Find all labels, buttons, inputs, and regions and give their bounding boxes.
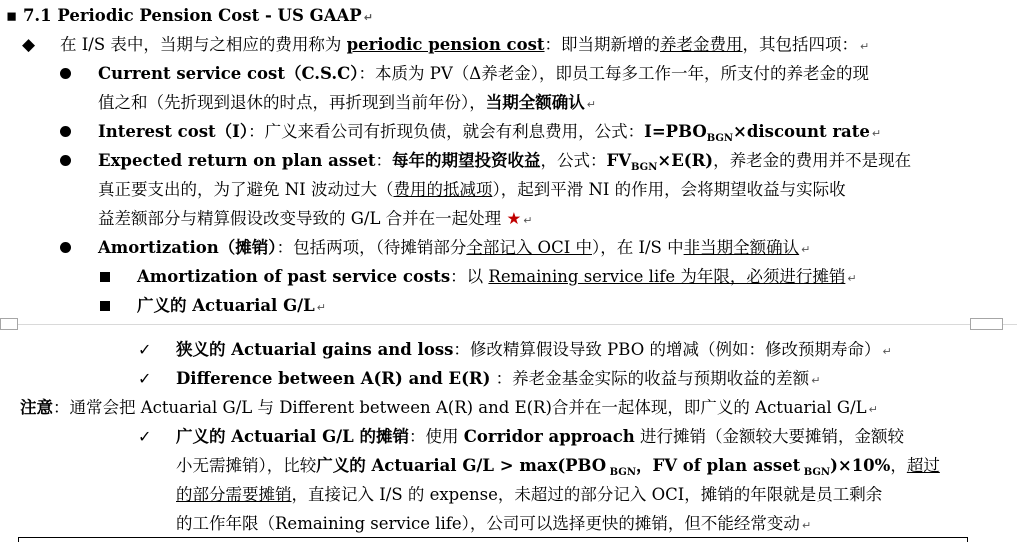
bullet-dot-icon xyxy=(60,155,71,166)
amort-underlined-2: 非当期全额确认 xyxy=(683,238,800,257)
page-break-marker-left xyxy=(0,318,18,330)
corridor-line-1 xyxy=(176,426,904,448)
diamond-bullet-icon: ◆ xyxy=(22,35,36,55)
paragraph-mark: ↵ xyxy=(847,272,857,285)
interest-formula-sub: BGN xyxy=(706,133,734,144)
expected-colon: ： xyxy=(375,151,393,170)
paragraph-mark: ↵ xyxy=(868,403,878,416)
interest-text: ：广义来看公司有折现负债，就会有利息费用，公式： xyxy=(248,122,645,141)
narrow-text: ：修改精算假设导致 PBO 的增减（例如：修改预期寿命） xyxy=(453,340,881,359)
expected-text-2-post: ），起到平滑 NI 的作用，会将期望收益与实际收 xyxy=(492,180,846,199)
csc-line-2 xyxy=(98,92,596,116)
corridor-underlined: 超过 xyxy=(906,456,940,475)
expected-title: Expected return on plan asset xyxy=(98,151,376,170)
corridor-text-1-post: 进行摊销（金额较大要摊销，金额较 xyxy=(634,427,905,446)
expected-formula-post: ×E(R) xyxy=(657,151,714,170)
diff-text: ：养老金基金实际的收益与预期收益的差额 xyxy=(490,369,810,388)
corridor-text-2: 小无需摊销），比较 xyxy=(176,456,317,475)
paragraph-mark: ↵ xyxy=(871,127,882,140)
corridor-formula-mid: ，FV of plan asset xyxy=(636,456,801,475)
page-break-marker-right xyxy=(970,318,1003,330)
csc-text-2: 值之和（先折现到退休的时点，再折现到当前年份）， xyxy=(98,93,486,112)
diff-line xyxy=(176,368,820,392)
corridor-formula-post: )×10% xyxy=(830,456,891,475)
interest-title: Interest cost（I） xyxy=(98,122,249,141)
narrow-line xyxy=(176,339,892,363)
corridor-text-1: ：使用 xyxy=(409,427,464,446)
expected-text-2: 真正要支出的，为了避免 NI 波动过大（ xyxy=(98,180,394,199)
csc-bold: 当期全额确认 xyxy=(485,93,585,112)
corridor-line-3 xyxy=(176,484,882,506)
bullet-dot-icon xyxy=(60,68,71,79)
corridor-line-4 xyxy=(176,513,811,537)
expected-line-3 xyxy=(98,208,532,232)
csc-title: Current service cost（C.S.C） xyxy=(98,64,359,83)
paragraph-mark: ↵ xyxy=(586,98,596,111)
past-service-line xyxy=(137,266,857,290)
heading-bullet: ▪ xyxy=(6,6,18,25)
note-line xyxy=(20,397,878,421)
corridor-approach: Corridor approach xyxy=(463,427,635,446)
expected-formula-sub: BGN xyxy=(631,162,658,173)
interest-formula: I=PBO xyxy=(644,122,707,141)
diff-title: Difference between A(R) and E(R) xyxy=(176,369,491,388)
expected-formula: FV xyxy=(606,151,632,170)
checkmark-icon: ✓ xyxy=(138,369,152,388)
amort-text: ：包括两项，（待摊销部分 xyxy=(276,238,467,257)
square-bullet-icon xyxy=(100,301,110,311)
interest-line xyxy=(98,121,881,150)
expected-underlined: 费用的抵减项 xyxy=(393,180,493,199)
expected-text-1: ，养老金的费用并不是现在 xyxy=(713,151,912,170)
intro-text-post: ，其包括四项： xyxy=(742,35,859,54)
star-icon: ★ xyxy=(506,209,522,228)
square-bullet-icon xyxy=(100,272,110,282)
broad-gl-line xyxy=(137,295,326,319)
amort-underlined-1: 全部记入 OCI 中 xyxy=(466,238,592,257)
expected-line-1 xyxy=(98,150,911,179)
corridor-text-4: 的工作年限（Remaining service life），公司可以选择更快的摊销，但不能经常变动 xyxy=(176,514,800,533)
paragraph-mark: ↵ xyxy=(363,11,373,24)
table-border xyxy=(18,537,968,542)
paragraph-mark: ↵ xyxy=(801,519,812,532)
expected-bold: 每年的期望投资收益 xyxy=(392,151,541,170)
csc-line-1 xyxy=(98,63,869,85)
corridor-formula-sub-1: BGN xyxy=(606,467,636,478)
corridor-text-3: ，直接记入 I/S 的 expense，未超过的部分记入 OCI，摊销的年限就是员工剩余 xyxy=(291,485,883,504)
corridor-formula: 广义的 Actuarial G/L > max(PBO xyxy=(316,456,607,475)
intro-text-mid: ：即当期新增的 xyxy=(544,35,661,54)
amort-text-mid: ），在 I/S 中 xyxy=(591,238,684,257)
narrow-title: 狭义的 Actuarial gains and loss xyxy=(176,340,454,359)
checkmark-icon: ✓ xyxy=(138,340,152,359)
corridor-formula-sub-2: BGN xyxy=(800,467,831,478)
section-heading xyxy=(6,5,373,29)
bullet-dot-icon xyxy=(60,126,71,137)
intro-term: periodic pension cost xyxy=(346,35,545,54)
heading-text: 7.1 Periodic Pension Cost - US GAAP xyxy=(22,6,362,25)
past-service-underlined: Remaining service life 为年限，必须进行摊销 xyxy=(488,267,846,286)
note-text: ：通常会把 Actuarial G/L 与 Different between A(R) and E(R)合并在一起体现，即广义的 Actuarial G/L xyxy=(53,398,867,417)
amort-title: Amortization（摊销） xyxy=(98,238,277,257)
note-label: 注意 xyxy=(20,398,53,417)
corridor-comma: ， xyxy=(890,456,907,475)
bullet-dot-icon xyxy=(60,242,71,253)
expected-line-2 xyxy=(98,179,846,201)
expected-formula-label: ，公式： xyxy=(540,151,607,170)
interest-formula-post: ×discount rate xyxy=(733,122,870,141)
past-service-text: ：以 xyxy=(450,267,489,286)
amort-line xyxy=(98,237,810,261)
intro-underlined: 养老金费用 xyxy=(660,35,743,54)
paragraph-mark: ↵ xyxy=(811,374,821,387)
checkmark-icon: ✓ xyxy=(138,427,152,446)
broad-gl-title: 广义的 Actuarial G/L xyxy=(137,296,315,315)
page-break-line xyxy=(0,324,1017,325)
corridor-line-2 xyxy=(176,455,940,484)
paragraph-mark: ↵ xyxy=(882,345,892,358)
intro-text: 在 I/S 表中，当期与之相应的费用称为 xyxy=(60,35,347,54)
paragraph-mark: ↵ xyxy=(801,243,811,256)
paragraph-mark: ↵ xyxy=(860,40,870,53)
csc-text-1: ：本质为 PV（Δ养老金），即员工每多工作一年，所支付的养老金的现 xyxy=(358,64,869,83)
intro-line xyxy=(60,34,869,58)
paragraph-mark: ↵ xyxy=(523,214,533,227)
expected-text-3: 益差额部分与精算假设改变导致的 G/L 合并在一起处理 xyxy=(98,209,507,228)
paragraph-mark: ↵ xyxy=(316,301,327,314)
past-service-title: Amortization of past service costs xyxy=(137,267,451,286)
corridor-underlined-2: 的部分需要摊销 xyxy=(176,485,292,504)
corridor-title: 广义的 Actuarial G/L 的摊销 xyxy=(176,427,410,446)
